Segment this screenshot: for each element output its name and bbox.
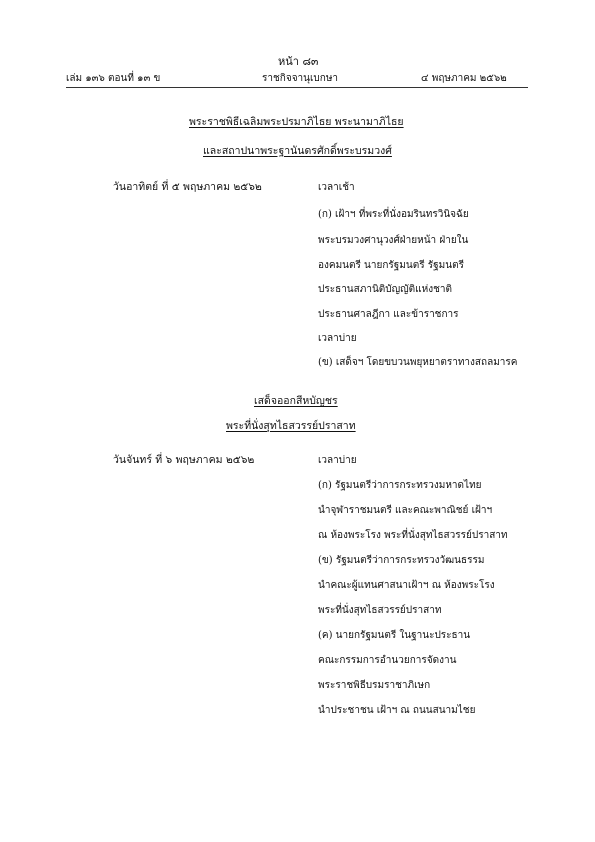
document-title-line-2: และสถาปนาพระฐานันดรศักดิ์พระบรมวงศ์ bbox=[203, 145, 392, 157]
schedule-line: นำคณะผู้แทนศาสนาเฝ้าฯ ณ ห้องพระโรง bbox=[318, 580, 495, 591]
publication-date: ๔ พฤษภาคม ๒๕๖๒ bbox=[421, 73, 507, 84]
section-title-line-1: เสด็จออกสีหบัญชร bbox=[254, 395, 338, 407]
schedule-line: นำจุฬาราชมนตรี และคณะพาณิชย์ เฝ้าฯ bbox=[318, 505, 493, 516]
schedule-line: พระบรมวงศานุวงศ์ฝ่ายหน้า ฝ่ายใน bbox=[318, 235, 469, 246]
schedule-line: (ข) รัฐมนตรีว่าการกระทรวงวัฒนธรรม bbox=[318, 555, 485, 566]
page-number: หน้า ๘๓ bbox=[278, 55, 319, 68]
schedule-line: ประธานสภานิติบัญญัติแห่งชาติ bbox=[318, 284, 452, 295]
schedule-line: เวลาเช้า bbox=[318, 182, 355, 193]
schedule-line: (ค) นายกรัฐมนตรี ในฐานะประธาน bbox=[318, 630, 471, 641]
schedule-line: นำประชาชน เฝ้าฯ ณ ถนนสนามไชย bbox=[318, 705, 476, 716]
section-title-line-2: พระที่นั่งสุทไธสวรรย์ปราสาท bbox=[226, 420, 356, 432]
schedule-line: (ก) เฝ้าฯ ที่พระที่นั่งอมรินทรวินิจฉัย bbox=[318, 209, 469, 220]
volume-issue: เล่ม ๑๓๖ ตอนที่ ๑๓ ข bbox=[66, 73, 161, 84]
gazette-name: ราชกิจจานุเบกษา bbox=[262, 73, 339, 84]
section-2-date: วันจันทร์ ที่ ๖ พฤษภาคม ๒๕๖๒ bbox=[113, 454, 255, 466]
schedule-line: ณ ห้องพระโรง พระที่นั่งสุทไธสวรรย์ปราสาท bbox=[318, 530, 508, 541]
schedule-line: (ข) เสด็จฯ โดยขบวนพยุหยาตราทางสถลมารค bbox=[318, 357, 518, 368]
document-title-line-1: พระราชพิธีเฉลิมพระปรมาภิไธย พระนามาภิไธย bbox=[189, 116, 404, 128]
schedule-line: องคมนตรี นายกรัฐมนตรี รัฐมนตรี bbox=[318, 260, 464, 271]
section-1-date: วันอาทิตย์ ที่ ๕ พฤษภาคม ๒๕๖๒ bbox=[113, 181, 262, 193]
schedule-line: ประธานศาลฎีกา และข้าราชการ bbox=[318, 309, 459, 320]
schedule-line: (ก) รัฐมนตรีว่าการกระทรวงมหาดไทย bbox=[318, 480, 482, 491]
schedule-line: พระราชพิธีบรมราชาภิเษก bbox=[318, 680, 431, 691]
schedule-line: คณะกรรมการอำนวยการจัดงาน bbox=[318, 655, 457, 666]
schedule-line: เวลาบ่าย bbox=[318, 333, 357, 344]
schedule-line: พระที่นั่งสุทไธสวรรย์ปราสาท bbox=[318, 605, 442, 616]
header-rule bbox=[66, 87, 528, 88]
schedule-line: เวลาบ่าย bbox=[318, 455, 357, 466]
